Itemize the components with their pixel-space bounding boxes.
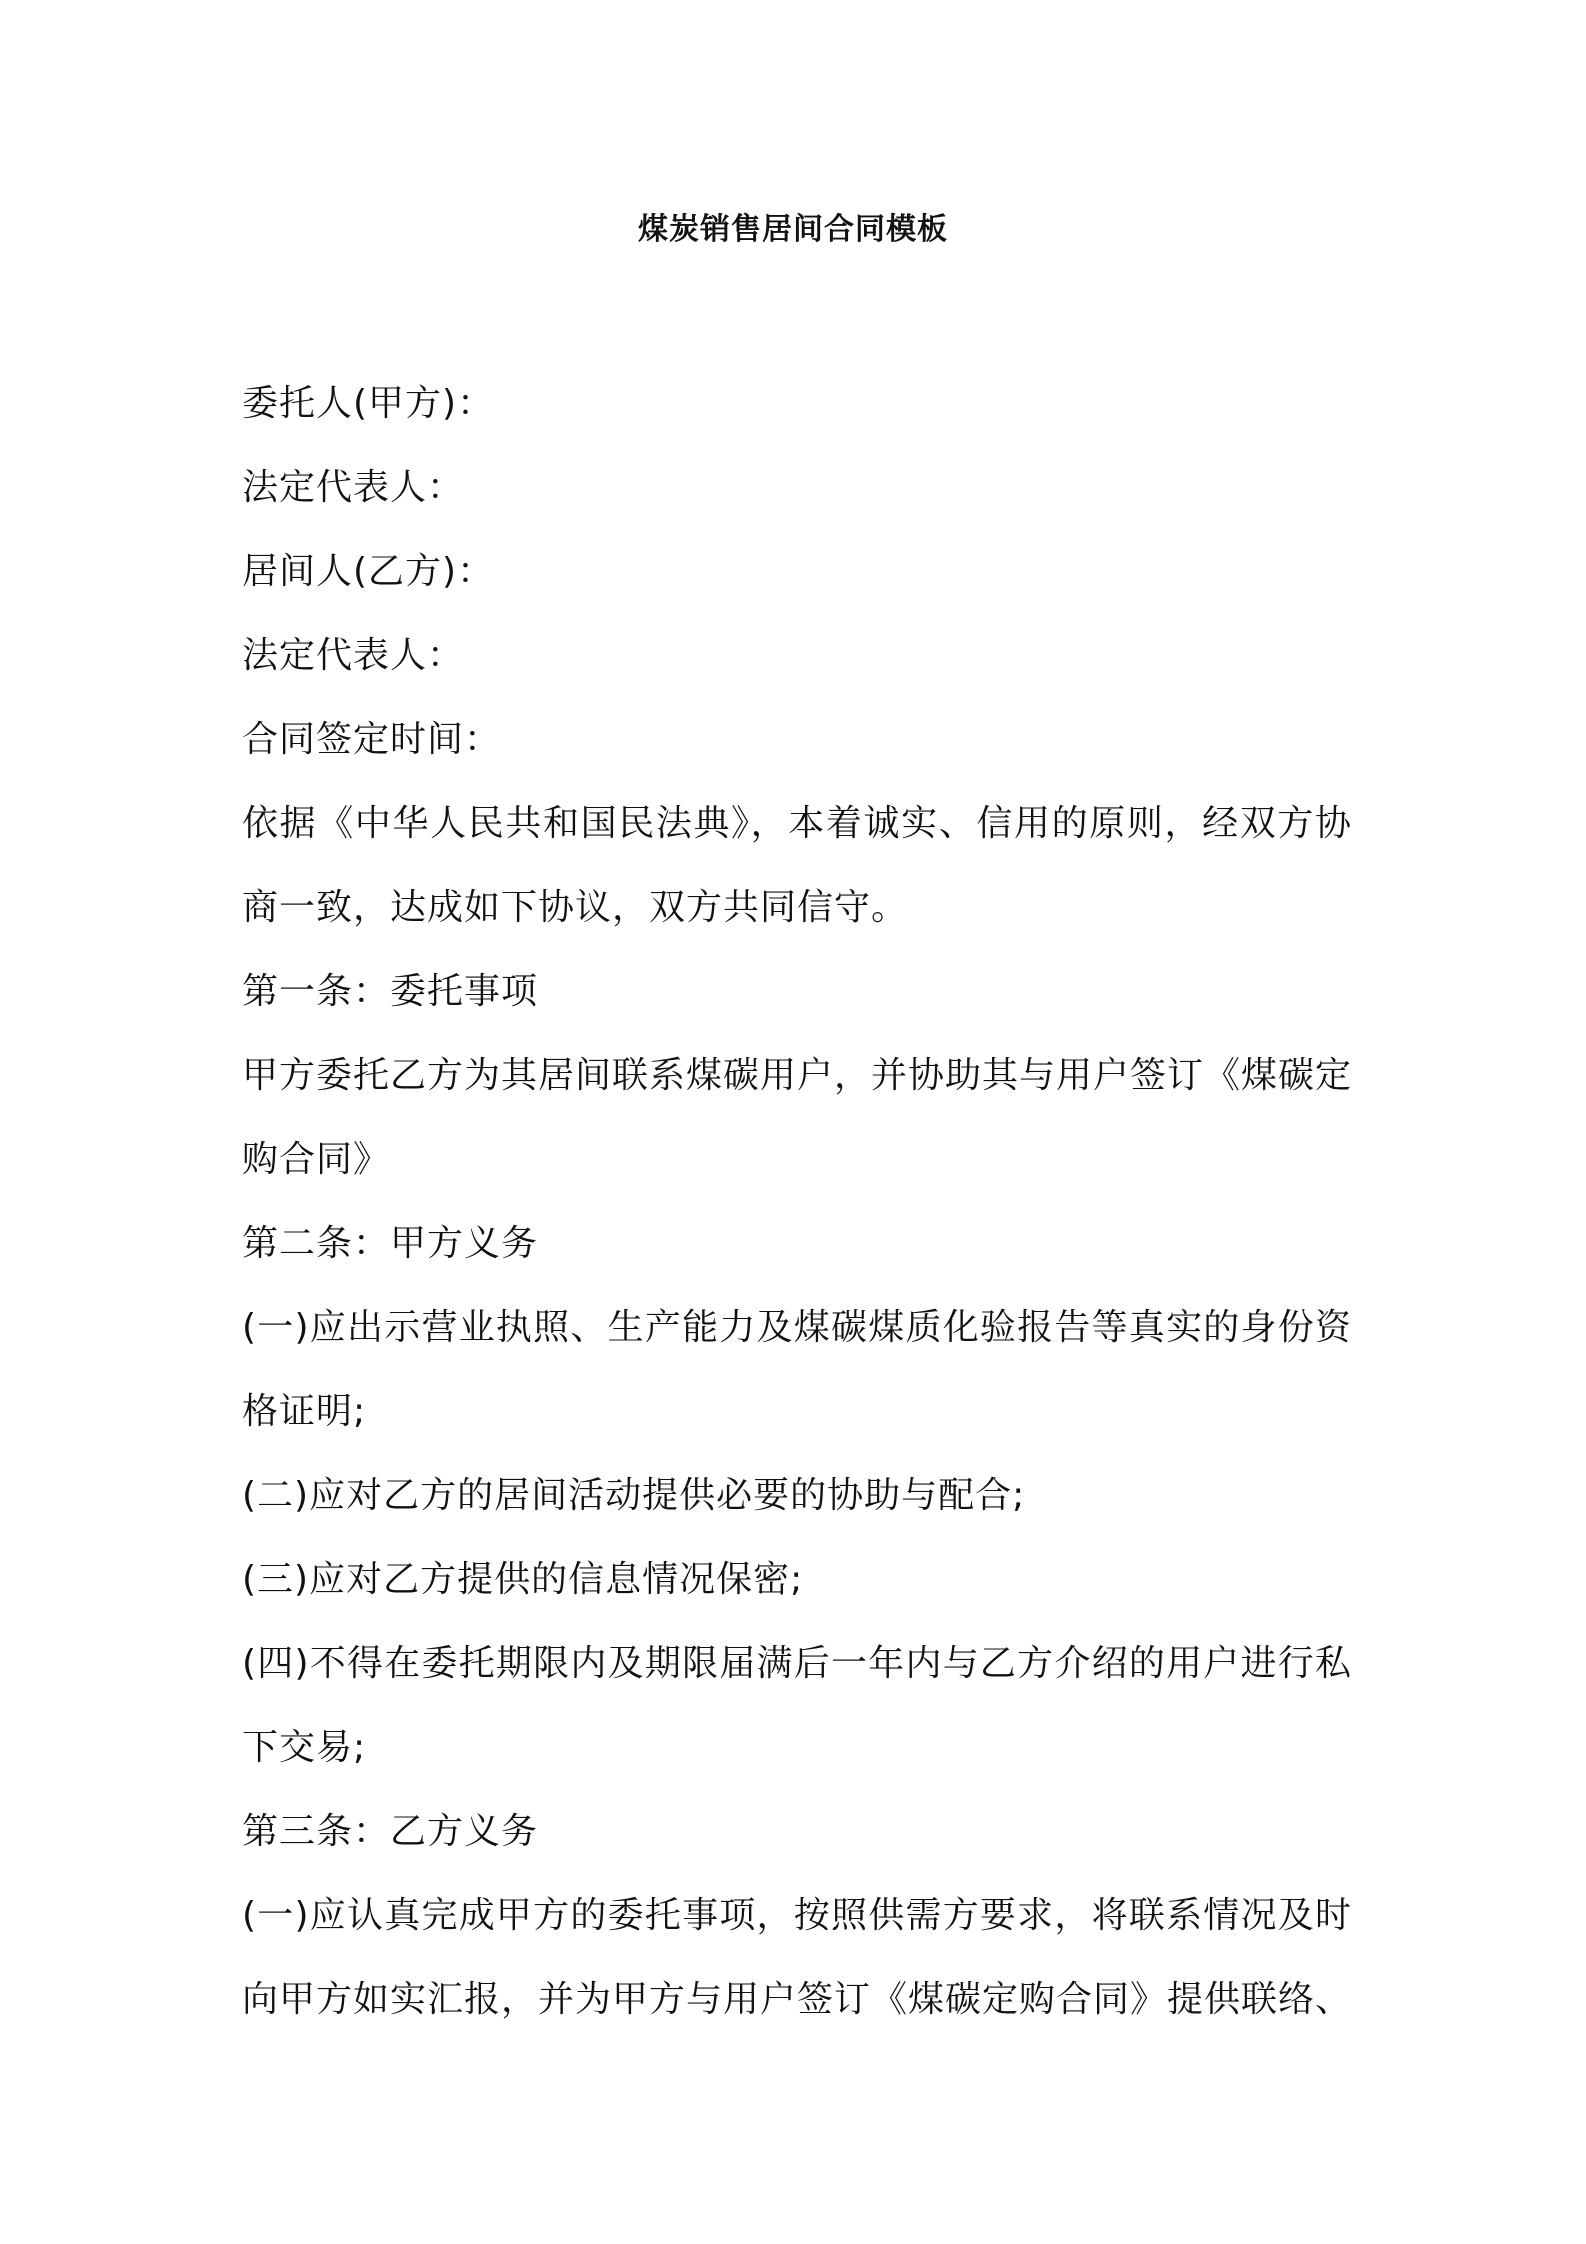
- article-3-item: (一)应认真完成甲方的委托事项，按照供需方要求，将联系情况及时向甲方如实汇报，并为甲方与用户签订《煤碳定购合同》提供联络、: [242, 1895, 1353, 2020]
- article-2-item: (一)应出示营业执照、生产能力及煤碳煤质化验报告等真实的身份资格证明;: [242, 1307, 1352, 1432]
- article-1-heading: 第一条：委托事项: [242, 971, 539, 1012]
- field-principal: 委托人(甲方)：: [242, 383, 495, 424]
- article-2-item: (二)应对乙方的居间活动提供必要的协助与配合;: [242, 1475, 1026, 1516]
- field-principal-rep: 法定代表人：: [242, 467, 465, 508]
- field-intermediary-rep: 法定代表人：: [242, 635, 465, 676]
- document-body: [242, 362, 1352, 2042]
- document-title: 煤炭销售居间合同模板: [638, 212, 948, 247]
- article-1-body: 甲方委托乙方为其居间联系煤碳用户，并协助其与用户签订《煤碳定购合同》: [242, 1055, 1353, 1180]
- preamble-paragraph: 依据《中华人民共和国民法典》，本着诚实、信用的原则，经双方协商一致，达成如下协议，双方共同信守。: [242, 803, 1352, 928]
- article-2-item: (三)应对乙方提供的信息情况保密;: [242, 1559, 804, 1600]
- article-2-heading: 第二条：甲方义务: [242, 1223, 539, 1264]
- article-2-item: (四)不得在委托期限内及期限届满后一年内与乙方介绍的用户进行私下交易;: [242, 1643, 1352, 1768]
- field-intermediary: 居间人(乙方)：: [242, 551, 495, 592]
- field-sign-date: 合同签定时间：: [242, 719, 502, 760]
- article-3-heading: 第三条：乙方义务: [242, 1811, 539, 1852]
